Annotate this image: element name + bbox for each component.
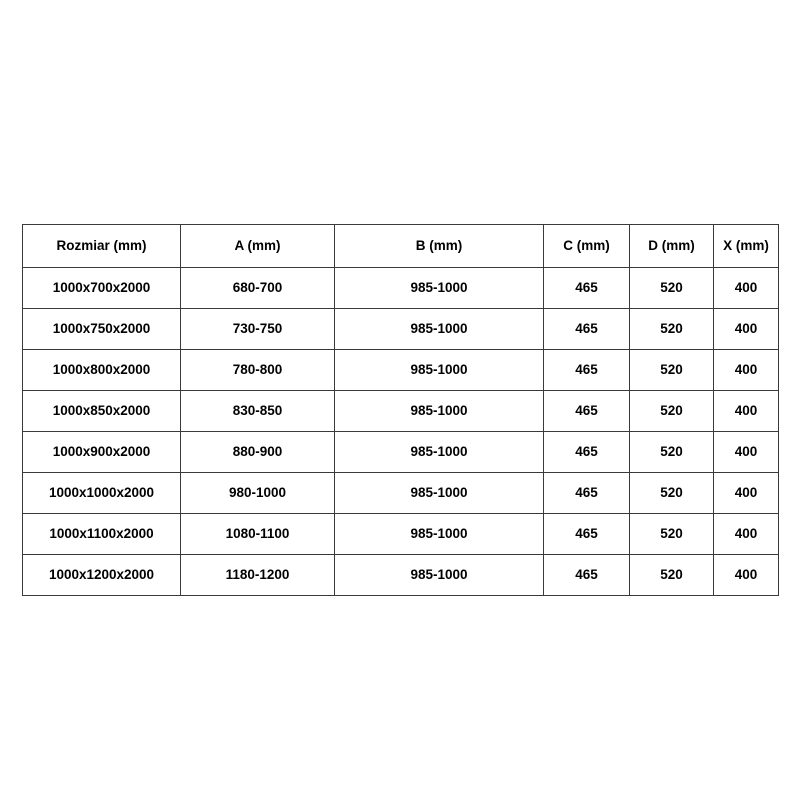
cell-c: 465 (544, 514, 630, 555)
column-header-d: D (mm) (630, 225, 714, 268)
cell-d: 520 (630, 432, 714, 473)
cell-c: 465 (544, 473, 630, 514)
table-row (23, 514, 779, 555)
cell-x: 400 (714, 555, 779, 596)
cell-b: 985-1000 (335, 555, 544, 596)
cell-d: 520 (630, 555, 714, 596)
cell-rozmiar: 1000x850x2000 (23, 391, 181, 432)
cell-b: 985-1000 (335, 432, 544, 473)
cell-d: 520 (630, 473, 714, 514)
cell-c: 465 (544, 555, 630, 596)
cell-x: 400 (714, 350, 779, 391)
cell-rozmiar: 1000x700x2000 (23, 268, 181, 309)
table-row (23, 432, 779, 473)
dimensions-table-container (22, 224, 778, 596)
cell-a: 780-800 (181, 350, 335, 391)
cell-x: 400 (714, 268, 779, 309)
column-header-c: C (mm) (544, 225, 630, 268)
table-row (23, 555, 779, 596)
cell-c: 465 (544, 350, 630, 391)
cell-x: 400 (714, 391, 779, 432)
cell-a: 1080-1100 (181, 514, 335, 555)
cell-x: 400 (714, 432, 779, 473)
cell-a: 830-850 (181, 391, 335, 432)
cell-rozmiar: 1000x1000x2000 (23, 473, 181, 514)
table-row (23, 350, 779, 391)
cell-b: 985-1000 (335, 391, 544, 432)
cell-b: 985-1000 (335, 350, 544, 391)
column-header-b: B (mm) (335, 225, 544, 268)
cell-d: 520 (630, 391, 714, 432)
table-header (23, 225, 779, 268)
cell-x: 400 (714, 514, 779, 555)
table-body (23, 268, 779, 596)
cell-c: 465 (544, 268, 630, 309)
table-row (23, 268, 779, 309)
cell-b: 985-1000 (335, 309, 544, 350)
column-header-rozmiar: Rozmiar (mm) (23, 225, 181, 268)
cell-d: 520 (630, 309, 714, 350)
table-row (23, 391, 779, 432)
cell-d: 520 (630, 514, 714, 555)
table-header-row (23, 225, 779, 268)
cell-rozmiar: 1000x900x2000 (23, 432, 181, 473)
cell-c: 465 (544, 309, 630, 350)
column-header-a: A (mm) (181, 225, 335, 268)
cell-c: 465 (544, 432, 630, 473)
cell-x: 400 (714, 473, 779, 514)
cell-a: 730-750 (181, 309, 335, 350)
dimensions-table (22, 224, 779, 596)
cell-d: 520 (630, 268, 714, 309)
cell-rozmiar: 1000x1200x2000 (23, 555, 181, 596)
cell-c: 465 (544, 391, 630, 432)
cell-b: 985-1000 (335, 514, 544, 555)
cell-x: 400 (714, 309, 779, 350)
cell-rozmiar: 1000x800x2000 (23, 350, 181, 391)
cell-d: 520 (630, 350, 714, 391)
table-row (23, 309, 779, 350)
cell-a: 880-900 (181, 432, 335, 473)
table-row (23, 473, 779, 514)
cell-a: 980-1000 (181, 473, 335, 514)
cell-b: 985-1000 (335, 473, 544, 514)
cell-b: 985-1000 (335, 268, 544, 309)
cell-rozmiar: 1000x750x2000 (23, 309, 181, 350)
column-header-x: X (mm) (714, 225, 779, 268)
cell-a: 1180-1200 (181, 555, 335, 596)
cell-rozmiar: 1000x1100x2000 (23, 514, 181, 555)
cell-a: 680-700 (181, 268, 335, 309)
